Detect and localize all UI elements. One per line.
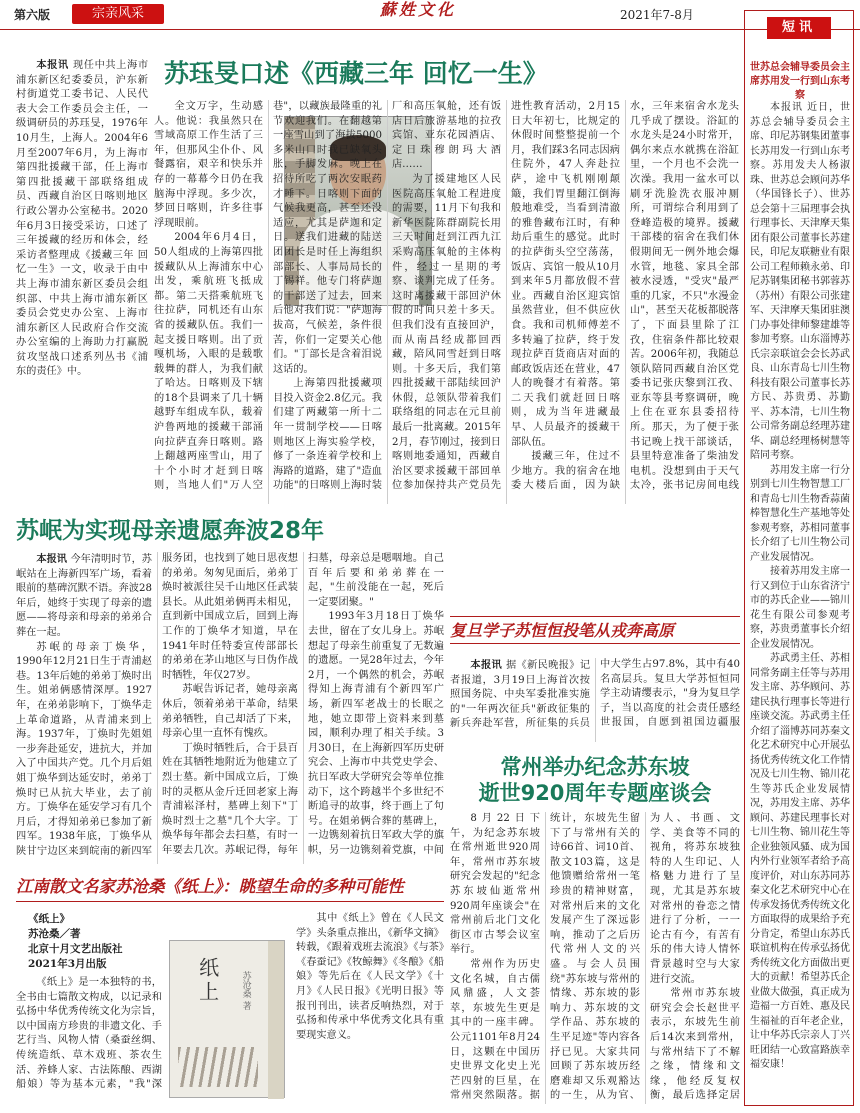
article2-para-0: 今年清明时节，苏岷站在上海新四军广场，看着眼前的墓碑沉默不语。奔波28年后，她终于实现了母亲的遗愿——将母亲和母亲的弟弟合葬在一起。 xyxy=(16,554,152,638)
sidebar-heading: 短讯 xyxy=(767,17,831,39)
article1-para-0: 现任中共上海市浦东新区纪委委员，沪东新村街道党工委书记、人民代表大会工作委员会主任，一级调研员的苏珏旻，1976年10月生，上海人。2004年6月至2007年6月，为上海市第四批援藏干部，任上海市第四批援藏干部联络组成员、西藏自治区日喀则地区行政公署办公室秘书。2020年6月3日接受采访，口述了三年援藏的经历和体会，经采访者整理成《援藏三年 回忆一生》一文，收录于由中共上海市浦东新区委员会组织部、中共上海市浦东新区委员会党史办公室、上海市浦东新区人民政府合作交流办公室编的上海助力打赢脱贫攻坚战口述系列丛书《浦东的责任》中。 xyxy=(16,60,148,378)
article5-para-1: 其中《纸上》曾在《人民文学》头条重点推出，《新华文摘》转载，《跟着戏班去流浪》《与茶》《春蚕记》《牧鲸舞》《冬酿》《船娘》等先后在《人民文学》《十月》《人民日报》《光明日报》等报刊刊出，读者反响热烈，对于弘扬和传承中华优秀文化具有重要现实意义。 xyxy=(296,913,444,1041)
article5-right-body xyxy=(296,912,444,1102)
article2-para-4: 1993年3月18日丁焕华去世，留在了女儿身上。苏岷想起了母亲生前重复了无数遍的遗愿。一晃28年过去，今年2月，一个偶然的机会，苏岷得知上海青浦有个新四军广场，新四军老战士的长眠之地，她立即带上资料来到墓园，顺利办理了相关手续。3月30日，在上海新四军历史研究会、上海市中共党史学会、抗日军政大学研究会等单位推动下，这个跨越半个多世纪不断追寻的故事，终于画上了句号。在姐弟俩合葬的墓碑上，一边镌刻着抗日军政大学的旗帜，另一边镌刻着党旗，中间 xyxy=(308,611,444,856)
news-brief-sidebar xyxy=(744,10,854,1106)
sidebar-para-3: 苏武勇主任、苏相同常务副主任等与苏用发主席、苏华顾问、苏建民执行理事长等进行座谈交流。苏武勇主任介绍了淄博苏同苏秦文化艺术研究中心开展弘扬优秀传统文化工作情况及七川生物、锦川花生等苏氏企业发展情况，苏用发主席、苏华顾问、苏建民理事长对七川生物、锦川花生等企业独领风骚、成为国内外行业领军者给予高度评价，对山东苏同苏秦文化艺术研究中心在传承发扬优秀传统文化方面取得的成果给予充分肯定，希望山东苏氏联谊机构在传承弘扬优秀传统文化方面做出更大的贡献！希望苏氏企业做大做强，真正成为造福一方百姓、惠及民生福祉的百年老企业，让中华苏氏宗亲人丁兴旺团结一心致富路族幸福安康！ xyxy=(750,653,850,1070)
book-publisher: 北京十月文艺出版社 xyxy=(28,943,123,955)
page-header xyxy=(0,0,860,30)
book-date: 2021年3月出版 xyxy=(28,958,107,970)
article4-title xyxy=(450,754,740,806)
book-name: 《纸上》 xyxy=(28,913,70,925)
book-author: 苏沧桑／著 xyxy=(28,928,81,940)
article2-para-3: 丁焕时牺牲后，合于县百姓在其牺牲地附近为他建立了烈士墓。新中国成立后，丁焕时的灵柩从金斤迁回老家上海青浦崧泽村，墓碑上刻下"丁焕时烈士之墓"几个大字。丁焕华每年都会去扫墓，有时一年要去几次。苏岷记得，每年扫墓，母亲总是嗯咽地。自己百年后要和弟弟葬在一起，"生前没能在一起，死后一定要团聚。" xyxy=(162,553,444,856)
issue-date: 2021年7-8月 xyxy=(620,8,694,22)
article1-para-3: 上海第四批援藏项目投入资金2.8亿元。我们建了两藏第一所十二年一贯制学校——日喀则地区上海实验学校，修了一条连着学校和上海路的道路，建了"造血功能"的日喀则上海时装厂和高压氧舱，还有饭店日后旅游基地的拉孜宾馆、亚东花园酒店、定日珠穆朗玛大酒店…… xyxy=(273,101,501,492)
article1-para-4: 为了援建地区人民医院高压氧舱工程进度的需要，11月下旬我和新华医院陈群副院长用三天时间赶到江西九江采购高压氧舱的主体构件，经过一星期的考察、谈判完成了任务。这时离援藏干部回沪休假的时间只差十多天。但我们没有直接回沪，而从南昌经成都回西藏，陪风同雪赶到日喀则。十多天后，我们第四批援藏干部陆续回沪休假，总领队带着我们联络组的同志在元旦前最后一批离藏。2015年2月，春节刚过，接到日喀则地委通知，西藏自治区要求援藏干部回单位参加保持共产党员先进性教育活动，2月15日大年初七，比规定的休假时间整整提前一个月，我们踩3名同志因病住院外，47人奔赴拉萨，途中飞机刚刚颠簸，我们胃里翻江倒海般地难受，当看到清澈的雅鲁藏布江时，有种劫后重生的感觉。此时的拉萨街头空空荡荡，饭店、宾馆一般从10月到来年5月都放假不营业。西藏自治区迎宾馆虽然营业，但不供应伙食。我和司机师傅差不多转遍了拉萨，终于发现拉萨百货商店对面的邮政饭店还在营业，47人的晚餐才有着落。第二天我们就赶回日喀则，成为当年进藏最早、人员最齐的援藏干部队伍。 xyxy=(392,101,620,492)
sidebar-body xyxy=(750,101,850,1101)
section-badge: 宗亲风采 xyxy=(72,4,164,24)
article4-title-line2: 逝世920周年专题座谈会 xyxy=(478,781,712,805)
article2-lead: 本报讯 xyxy=(36,553,71,565)
article4-para-1: 常州作为历史文化名城，自古儒风鼎盛，人文荟萃，东坡先生更是其中的一座丰碑。公元1101年8月24日，这颗在中国历史世界文化史上光芒四射的巨星，在常州突然陨落。据统计，东坡先生留下了与常州有关的诗66首、词10首、散文103篇，这是他馈赠给常州一笔珍贵的精神财富，对常州后来的文化发展产生了深远影响，推动了之后历代常州人文的兴盛。与会人员围绕"苏东坡与常州的情缘、苏东坡的影响力、苏东坡的文学作品、苏东坡的生平足迹"等内容各抒已见。大家共同回顾了苏东坡历经磨难却又乐观豁达的一生，从为官、为人、书画、文学、美食等不同的视角，将苏东坡独特的人生印记、人格魅力进行了呈现，尤其是苏东坡对常州的眷恋之情进行了分析，一一论古有今，有苦有乐的伟大诗人情怀背景越时空与大家进行交流。 xyxy=(450,813,740,1102)
article3-para-0: 据《新民晚报》记者报道，3月19日上海首次按照国务院、中央军委批准实施的"一年两次征兵"新政征集的新兵奔赴军营，所征集的兵员中大学生占97.8%，其中有40名高层兵。复旦大学苏恒恒同学主动请缨表示，"身为复旦学子，当以高度的社会责任感经世报国，自愿到祖国边疆服 xyxy=(450,659,740,730)
paper-title: 蘇姓文化 xyxy=(380,0,457,19)
main-content xyxy=(14,36,740,1106)
article2-para-1: 苏岷的母亲丁焕华，1990年12月21日生于青浦赵巷。13年后她的弟弟丁焕时出生。姐弟俩感情深厚。1927年，在弟弟影响下，丁焕华走上革命道路，从青浦来到上海。1937年，丁焕时先姐姐一步奔赴延安，进抗大，并加入了中国共产党。几个月后姐姐丁焕华到达延安时，弟弟丁焕时已从抗大毕业，去了前方。丁焕华在延安学习有几个月后，才得知弟弟已参加了新四军。1938年底，丁焕华从陕甘宁边区来到皖南的新四军服务团，也找到了她日思夜想的弟弟。匆匆见面后，弟弟丁焕时被派往吴千山地区任武装县长。从此姐弟俩再未相见，直到新中国成立后，回到上海工作的丁焕华才知道，早在1941年时任特委宣传部部长的弟弟在茅山地区与日伪作战时牺牲，年仅27岁。 xyxy=(16,553,298,857)
article5-title: 江南散文名家苏沧桑《纸上》：眺望生命的多种可能性 xyxy=(16,872,444,902)
article1-title: 苏珏旻口述《西藏三年 回忆一生》 xyxy=(164,59,548,88)
book-info xyxy=(28,912,166,972)
article1-para-5: 援藏三年，住过不少地方。我的宿舍在地委大楼后面，因为缺水，三年来宿舍水龙头几乎成了摆设。浴缸的水龙头是24小时常开，偶尔来点水就携在浴缸里，一个月也不会洗一次澡。我用一盆水可以刷牙洗脸洗衣服冲厕所，可谓综合利用到了登峰造极的境界。援藏干部楼的宿舍在我们休假期间无一例外地会爆水管，地毯、家具全部被水浸透，"受灾"最严重的几家，不只"水漫金山"，甚至天花板都脱落了，下面县里除了江孜，住宿条件都比较艰苦。2006年初，我随总领队陪同西藏自治区党委书记张庆黎到江孜、亚东等县考察调研，晚上住在亚东县委招待所。那天，为了便于张书记晚上找干部谈话，县里特意准备了柴油发电机。没想到由于天气太冷，张书记房间电线 xyxy=(511,101,739,492)
article2-title: 苏岷为实现母亲遗愿奔波28年 xyxy=(16,518,325,544)
sidebar-para-1: 苏用发主席一行分别到七川生物智慧工厂和青岛七川生物香蒜菌棒智慧化生产基地等处参观考察，苏相同董事长介绍了七川生物公司产业发展情况。 xyxy=(750,464,850,563)
article1-para-2: 2004年6月4日，50人组成的上海第四批援藏队从上海浦东中心出发，乘航班飞抵成都。第二天搭乘航班飞往拉萨，同机还有山东省的援藏队伍。我们一起支援日喀则。出了贡嘎机场，入眼的是载歌载舞的群人，为我们献了哈达。日喀则及下辖的18个县调来了几十辆越野车组成车队，载着沪鲁两地的援藏干部涌向拉萨直奔日喀则。路上翻越两座雪山，用了十个小时才赶到日喀则，当地人们"万人空巷"，以藏族最隆重的礼节欢迎我们。在翻越第一座雪山到了海拔5000多米山口时我已缺氧头胀，手脚发麻。晚上在招待所吃了两次安眠药才睡下。日喀则下面的气候我更高，甚至还没适应，尤其是萨迦和定日。送我们进藏的陆送团团长是时任上海组织部部长、人事局局长的丁锡祥。他专门将萨迦的干部送了过去，回来后他对我们说："萨迦海拔高，气候差，条件很苦，你们一定要关心他们。"丁部长是含着泪说这话的。 xyxy=(154,101,382,492)
article1-para-1: 全文万字，生动感人。他说：我虽然只在雪域高原工作生活了三年，但那风尘仆仆、风餐露宿，艰辛和快乐并存的一幕幕今日仍在我脑海中浮现。多少次，梦回日喀则，许多往事浮现眼前。 xyxy=(154,101,263,229)
article2-para-2: 苏岷告诉记者，她母亲离休后，领着弟弟干革命，结果弟弟牺牲，自己却活了下来，母亲心里一直怀有愧疚。 xyxy=(162,684,298,740)
book-cover-title: 纸上 xyxy=(195,957,220,1005)
article4-para-2: 常州市苏东坡研究会会长赵世平表示，东坡先生前后14次来到常州，与常州结下了不解之缘，情缘和文缘，他经反复权衡，最后选择定居 xyxy=(650,988,740,1102)
article4-body xyxy=(450,812,740,1104)
article5-para-0: 《纸上》是一本独特的书，全书由七篇散文构成，以记录和弘扬中华优秀传统文化为宗旨，以中国南方珍贵的非遗文化、手艺行当、风物人情（桑蚕丝绸、传统造纸、草木戏班、茶农生活、养蜂人家、古法陈酿、西湖船娘）等为基本元素，"我"深 xyxy=(16,977,162,1091)
article1-left-body xyxy=(16,58,148,498)
article1-body xyxy=(154,100,739,504)
book-spine xyxy=(268,941,284,1099)
article3-lead: 本报讯 xyxy=(470,659,506,671)
article1-lead: 本报讯 xyxy=(36,59,73,71)
article4-para-0: 8月22日下午，为纪念苏东坡在常州逝世920周年，常州市苏东坡研究会发起的"纪念苏东坡仙逝常州920周年座谈会"在常州前后北门文化街区市古琴会议室举行。 xyxy=(450,813,540,956)
sidebar-para-0: 本报讯 近日，世苏总会辅导委员会主席、印尼苏钢集团董事长苏用发一行到山东考察。苏用发夫人杨淑珠、世苏总会顾问苏华（华国锋长子）、世苏总会第十三届理事会执行理事长、天津摩天集团有限公司董事长苏建民，印尼友联糖业有限公司工程师赖永弟、印尼苏钢集团秘书郭蓉苏（苏州）有限公司张建军、天津摩天集团驻澳门办事处律师黎建雄等参加考察。山东淄博苏氏宗亲联谊会会长苏武良、山东青岛七川生物科技有限公司董事长苏方民、苏贵勇、苏勤平、苏本清，七川生物公司常务副总经理苏建华、副总经理杨树慧等陪同考察。 xyxy=(750,102,850,461)
article2-body xyxy=(16,552,444,864)
sidebar-title: 世苏总会辅导委员会主席苏用发一行到山东考察 xyxy=(750,62,850,101)
article4-title-line1: 常州举办纪念苏东坡 xyxy=(500,755,690,779)
article5-left-body xyxy=(16,976,162,1104)
article3-body xyxy=(450,658,740,742)
book-cover-image xyxy=(169,940,285,1098)
book-cover-author: 苏沧桑 著 xyxy=(240,971,251,1010)
sidebar-para-2: 接着苏用发主席一行又到位于山东省济宁市的苏氏企业——锦川花生有限公司参观考察，苏贵勇董事长介绍企业发展情况。 xyxy=(750,566,850,650)
article3-title: 复旦学子苏恒恒投笔从戎奔高原 xyxy=(450,616,740,644)
page-number: 第六版 xyxy=(14,8,51,22)
book-cover-ink-painting xyxy=(178,1047,258,1087)
